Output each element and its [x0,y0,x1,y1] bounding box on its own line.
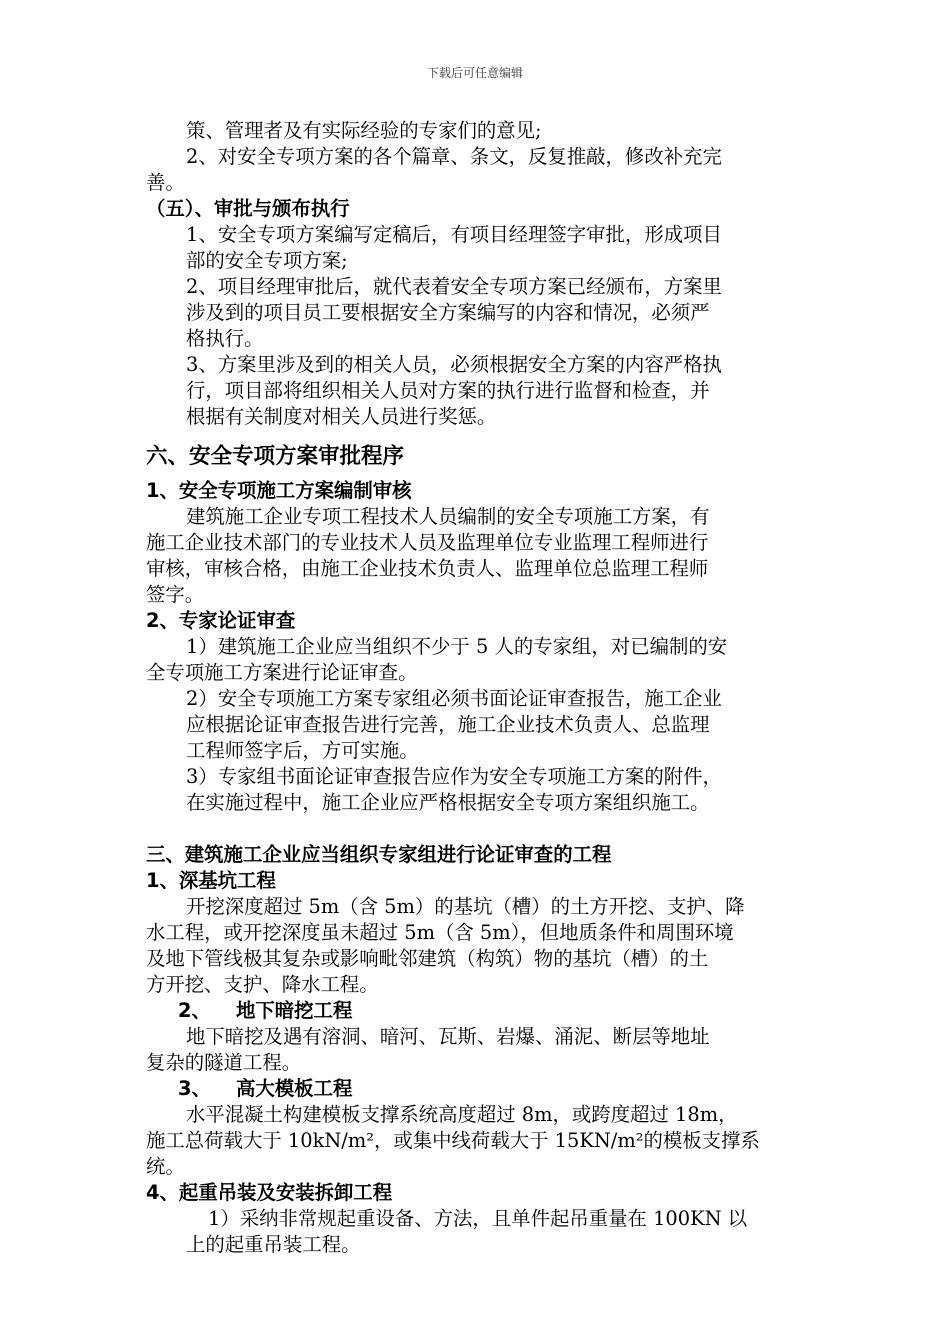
list-item-line: 1、安全专项方案编写定稿后，有项目经理签字审批，形成项目 [186,223,722,246]
list-item-line: 全专项施工方案进行论证审查。 [146,661,418,684]
paragraph-line: 方开挖、支护、降水工程。 [146,973,379,996]
paragraph-line: 善。 [146,171,185,194]
list-item-line: 根据有关制度对相关人员进行奖惩。 [186,405,497,428]
list-item-line: 部的安全专项方案; [186,249,348,272]
list-item-line: 2、项目经理审批后，就代表着安全专项方案已经颁布，方案里 [186,275,722,298]
paragraph-line: 策、管理者及有实际经验的专家们的意见; [186,119,542,142]
paragraph-line: 审核，审核合格，由施工企业技术负责人、监理单位总监理工程师 [146,557,709,580]
chapter-heading-3: 三、建筑施工企业应当组织专家组进行论证审查的工程 [146,843,612,866]
paragraph-line: 水工程，或开挖深度虽未超过 5m（含 5m），但地质条件和周围环境 [146,921,734,944]
section-5-continuation [146,118,810,196]
paragraph-line: 复杂的隧道工程。 [146,1051,302,1074]
spacer [146,816,810,842]
list-item-line: 1）采纳非常规起重设备、方法，且单件起吊重量在 100KN 以 [208,1207,748,1230]
paragraph-line: 建筑施工企业专项工程技术人员编制的安全专项施工方案，有 [186,505,710,528]
subsection-heading [146,1076,810,1102]
list-item-line: 3、方案里涉及到的相关人员，必须根据安全方案的内容严格执 [186,353,722,376]
subsection-heading [146,998,810,1024]
list-item-line: 应根据论证审查报告进行完善，施工企业技术负责人、总监理 [186,713,710,736]
list-item-line: 工程师签字后，方可实施。 [186,739,419,762]
paragraph-line: 施工企业技术部门的专业技术人员及监理单位专业监理工程师进行 [146,531,709,554]
subsection-title: 高大模板工程 [236,1077,353,1100]
paragraph-line: 及地下管线极其复杂或影响毗邻建筑（构筑）物的基坑（槽）的土 [146,947,709,970]
section-heading-5: （五）、审批与颁布执行 [146,197,350,220]
paragraph-line: 水平混凝土构建模板支撑系统高度超过 8m，或跨度超过 18m， [186,1103,738,1126]
chapter-heading-6: 六、安全专项方案审批程序 [146,444,405,469]
paragraph-line: 2、对安全专项方案的各个篇章、条文，反复推敲，修改补充完 [186,145,722,168]
subsection-number: 3、 [178,1077,211,1100]
list-item-line: 行，项目部将组织相关人员对方案的执行进行监督和检查，并 [186,379,710,402]
paragraph-line: 开挖深度超过 5m（含 5m）的基坑（槽）的土方开挖、支护、降 [186,895,745,918]
list-item-line: 2）安全专项施工方案专家组必须书面论证审查报告，施工企业 [186,687,722,710]
list-item-line: 涉及到的项目员工要根据安全方案编写的内容和情况，必须严 [186,301,710,324]
list-item-line: 3）专家组书面论证审查报告应作为安全专项施工方案的附件， [186,765,722,788]
subsection-heading: 4、起重吊装及安装拆卸工程 [146,1181,393,1204]
section-5-list [146,222,810,430]
subsection-heading: 1、深基坑工程 [146,869,276,892]
list-item-line: 在实施过程中，施工企业应严格根据安全专项方案组织施工。 [186,791,710,814]
subsection-heading: 2、专家论证审查 [146,609,296,632]
list-item-line: 1）建筑施工企业应当组织不少于 5 人的专家组，对已编制的安 [186,635,728,658]
subsection-heading: 1、安全专项施工方案编制审核 [146,479,412,502]
paragraph-line: 地下暗挖及遇有溶洞、暗河、瓦斯、岩爆、涌泥、断层等地址 [186,1025,710,1048]
paragraph-line: 统。 [146,1155,185,1178]
subsection-number: 2、 [178,999,211,1022]
list-item-line: 格执行。 [186,327,264,350]
subsection-title: 地下暗挖工程 [236,999,353,1022]
list-item-line: 上的起重吊装工程。 [186,1233,361,1256]
paragraph-line: 施工总荷载大于 10kN/m²，或集中线荷载大于 15KN/m²的模板支撑系 [146,1129,760,1152]
paragraph-line: 签字。 [146,583,205,606]
page-header: 下载后可任意编辑 [426,66,523,80]
document-body [146,118,810,1258]
